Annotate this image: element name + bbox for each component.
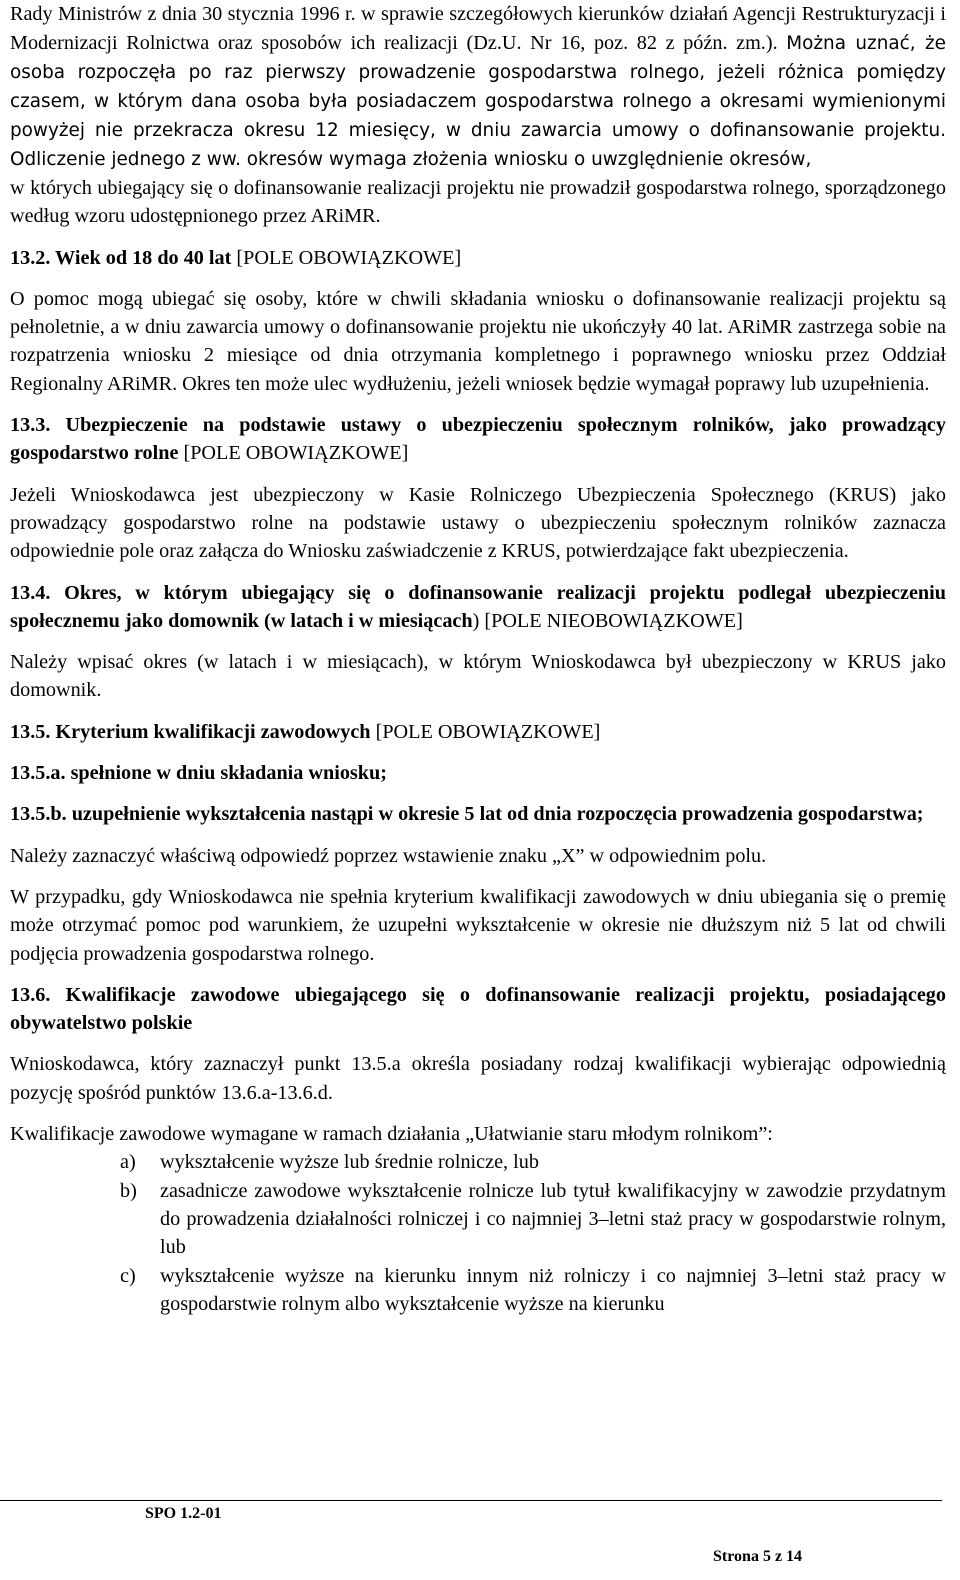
section-13-4-title: 13.4. Okres, w którym ubiegający się o dofinansowanie realizacji projektu podlegał ubezpieczeniu społecznemu jako domownik (w latach i w miesiącach	[10, 581, 946, 632]
list-item-text: zasadnicze zawodowe wykształcenie rolnicze lub tytuł kwalifikacyjny w zawodzie przydatnym do prowadzenia działalności rolniczej i co najmniej 3–letni staż pracy w gospodarstwie rolnym, lub	[160, 1179, 946, 1259]
section-13-4-heading	[10, 579, 946, 636]
list-item	[10, 1177, 946, 1262]
document-page	[10, 0, 946, 1318]
section-13-2-tag: [POLE OBOWIĄZKOWE]	[236, 246, 462, 269]
section-13-3-title: 13.3. Ubezpieczenie na podstawie ustawy o ubezpieczeniu społecznym rolników, jako prowadzący gospodarstwo rolne	[10, 414, 946, 465]
section-13-5-title: 13.5. Kryterium kwalifikacji zawodowych	[10, 720, 371, 743]
footer-document-code: SPO 1.2-01	[145, 1505, 222, 1522]
section-13-5-heading	[10, 718, 946, 746]
section-13-2-heading	[10, 244, 946, 272]
section-13-5-tag: [POLE OBOWIĄZKOWE]	[375, 720, 601, 743]
section-13-6-heading: 13.6. Kwalifikacje zawodowe ubiegającego się o dofinansowanie realizacji projektu, posiadającego obywatelstwo polskie	[10, 983, 946, 1035]
footer-page-number: Strona 5 z 14	[713, 1548, 803, 1565]
intro-paragraph	[10, 0, 946, 174]
section-13-5-a: 13.5.a. spełnione w dniu składania wniosku;	[10, 762, 387, 785]
section-13-4-tag: ) [POLE NIEOBOWIĄZKOWE]	[472, 609, 743, 632]
intro-continuation: w których ubiegający się o dofinansowanie realizacji projektu nie prowadził gospodarstwa rolnego, sporządzonego według wzoru udostępnionego przez ARiMR.	[10, 177, 946, 228]
intro-eligibility-text: Można uznać, że osoba rozpoczęła po raz pierwszy prowadzenie gospodarstwa rolnego, jeżeli różnica pomiędzy czasem, w którym dana osoba była posiadaczem gospodarstwa rolnego a okresami wymienionymi powyżej nie przekracza okresu 12 miesięcy, w dniu zawarcia umowy o dofinansowanie projektu. Odliczenie jednego z ww. okresów wymaga złożenia wniosku o uwzględnienie okresów,	[10, 33, 947, 170]
intro-regulation-text: Rady Ministrów z dnia 30 stycznia 1996 r. w sprawie szczegółowych kierunków działań Agencji Restrukturyzacji i Modernizacji Rolnictwa oraz sposobów ich realizacji (Dz.U. Nr 16, poz. 82 z późn. zm.).	[10, 3, 946, 54]
list-item	[10, 1148, 946, 1176]
section-13-6-body-2: Kwalifikacje zawodowe wymagane w ramach działania „Ułatwianie staru młodym rolnikom”:	[10, 1123, 773, 1146]
section-13-3-body: Jeżeli Wnioskodawca jest ubezpieczony w Kasie Rolniczego Ubezpieczenia Społecznego (KRUS) jako prowadzący gospodarstwo rolne na podstawie ustawy o ubezpieczeniu społecznym rolników zaznacza odpowiednie pole oraz załącza do Wniosku zaświadczenie z KRUS, potwierdzające fakt ubezpieczenia.	[10, 483, 946, 563]
qualification-list	[10, 1148, 946, 1318]
section-13-5-b: 13.5.b. uzupełnienie wykształcenia nastąpi w okresie 5 lat od dnia rozpoczęcia prowadzenia gospodarstwa;	[10, 803, 924, 826]
section-13-3-heading	[10, 411, 946, 468]
section-13-5-body-1: Należy zaznaczyć właściwą odpowiedź poprzez wstawienie znaku „X” w odpowiednim polu.	[10, 844, 767, 867]
section-13-2-title: 13.2. Wiek od 18 do 40 lat	[10, 246, 232, 269]
footer-divider	[0, 1500, 942, 1501]
section-13-5-body-2: W przypadku, gdy Wnioskodawca nie spełnia kryterium kwalifikacji zawodowych w dniu ubiegania się o premię może otrzymać pomoc pod warunkiem, że uzupełni wykształcenie w okresie nie dłuższym niż 5 lat od chwili podjęcia prowadzenia gospodarstwa rolnego.	[10, 885, 946, 965]
list-item-letter: c)	[120, 1264, 136, 1287]
list-item	[10, 1262, 946, 1319]
section-13-6-body-1: Wnioskodawca, który zaznaczył punkt 13.5.a określa posiadany rodzaj kwalifikacji wybierając odpowiednią pozycję spośród punktów 13.6.a-13.6.d.	[10, 1053, 946, 1104]
list-item-text: wykształcenie wyższe na kierunku innym niż rolniczy i co najmniej 3–letni staż pracy w gospodarstwie rolnym albo wykształcenie wyższe na kierunku	[160, 1264, 946, 1315]
list-item-letter: a)	[120, 1151, 136, 1174]
section-13-2-body: O pomoc mogą ubiegać się osoby, które w chwili składania wniosku o dofinansowanie realizacji projektu są pełnoletnie, a w dniu zawarcia umowy o dofinansowanie projektu nie ukończyły 40 lat. ARiMR zastrzega sobie na rozpatrzenia wniosku 2 miesiące od dnia otrzymania kompletnego i poprawnego wniosku przez Oddział Regionalny ARiMR. Okres ten może ulec wydłużeniu, jeżeli wniosek będzie wymagał poprawy lub uzupełnienia.	[10, 287, 946, 395]
list-item-text: wykształcenie wyższe lub średnie rolnicze, lub	[160, 1151, 539, 1174]
section-13-3-tag: [POLE OBOWIĄZKOWE]	[183, 442, 409, 465]
list-item-letter: b)	[120, 1179, 137, 1202]
section-13-4-body: Należy wpisać okres (w latach i w miesiącach), w którym Wnioskodawca był ubezpieczony w KRUS jako domownik.	[10, 651, 946, 702]
